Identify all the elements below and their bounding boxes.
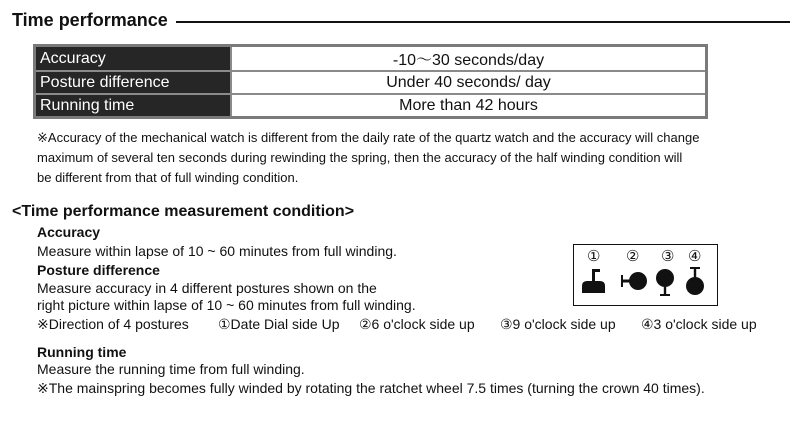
running-subtitle: Running time	[37, 344, 127, 360]
posture-3-icon	[656, 269, 674, 296]
posture-icons	[574, 245, 717, 305]
posture-1-icon	[582, 269, 605, 293]
posture-direction-label: ※Direction of 4 postures	[37, 316, 189, 332]
spec-value: More than 42 hours	[231, 94, 707, 118]
posture-item: ③9 o'clock side up	[500, 316, 616, 332]
posture-item: ④3 o'clock side up	[641, 316, 757, 332]
spec-label: Accuracy	[35, 46, 232, 72]
posture-number: ④	[688, 248, 702, 265]
posture-item: ①Date Dial side Up	[218, 316, 340, 332]
posture-number: ②	[626, 248, 640, 265]
posture-number: ①	[587, 248, 601, 265]
spec-label: Posture difference	[35, 71, 232, 94]
accuracy-text: Measure within lapse of 10 ~ 60 minutes from full winding.	[37, 243, 397, 259]
spec-table	[33, 44, 708, 119]
spec-row	[35, 94, 707, 118]
note-line: ※Accuracy of the mechanical watch is different from the daily rate of the quartz watch and the accuracy will change	[37, 130, 700, 145]
posture-subtitle: Posture difference	[37, 262, 160, 278]
spec-value: Under 40 seconds/ day	[231, 71, 707, 94]
posture-text-line: Measure accuracy in 4 different postures shown on the	[37, 280, 377, 296]
posture-text-line: right picture within lapse of 10 ~ 60 minutes from full winding.	[37, 297, 416, 313]
posture-2-icon	[621, 272, 647, 290]
spec-row	[35, 46, 707, 72]
accuracy-note	[37, 128, 699, 188]
note-line: maximum of several ten seconds during rewinding the spring, then the accuracy of the half winding condition will	[37, 150, 683, 165]
running-note: ※The mainspring becomes fully winded by rotating the ratchet wheel 7.5 times (turning the crown 40 times).	[37, 380, 705, 396]
condition-title: <Time performance measurement condition>	[12, 203, 355, 220]
running-text: Measure the running time from full winding.	[37, 361, 305, 377]
spec-label: Running time	[35, 94, 232, 118]
heading-rule	[176, 21, 790, 23]
posture-4-icon	[686, 267, 704, 295]
posture-figure	[573, 244, 718, 306]
spec-value: -10～30 seconds/day	[231, 46, 707, 72]
accuracy-subtitle: Accuracy	[37, 224, 101, 240]
posture-number: ③	[661, 248, 675, 265]
posture-item: ②6 o'clock side up	[359, 316, 475, 332]
section-title: Time performance	[12, 10, 168, 30]
spec-row	[35, 71, 707, 94]
note-line: be different from that of full winding condition.	[37, 170, 299, 185]
